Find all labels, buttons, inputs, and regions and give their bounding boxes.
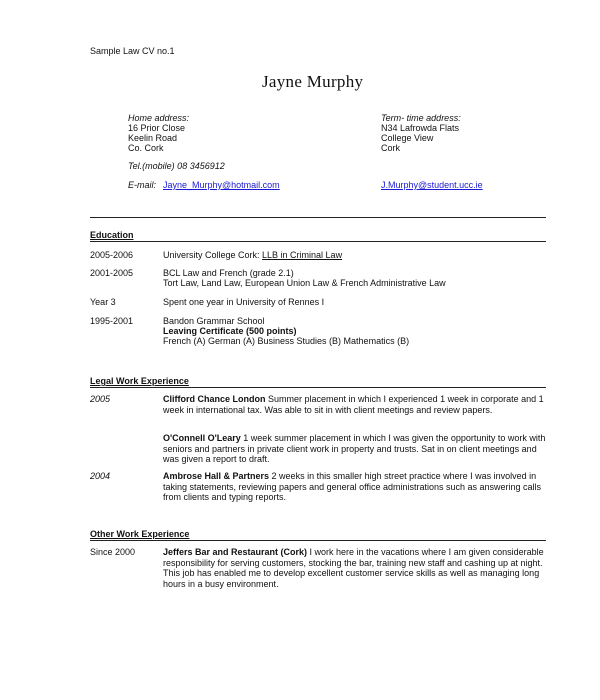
home-address-line: Keelin Road bbox=[128, 133, 178, 143]
experience-description: Summer placement in which I experienced 1 week in corporate and 1 week in international tax. Was able to sit in with client meetings and review papers. bbox=[163, 394, 544, 415]
experience-date: Since 2000 bbox=[90, 547, 136, 557]
section-divider bbox=[90, 217, 546, 218]
education-date: 1995-2001 bbox=[90, 316, 134, 326]
email-label: E-mail: bbox=[128, 180, 157, 190]
education-heading: Education bbox=[90, 230, 134, 240]
experience-entry bbox=[163, 433, 548, 465]
experience-description: 2 weeks in this smaller high street practice where I was involved in taking statements, reviewing papers and general office administrations such as answering calls from clients and typing reports. bbox=[163, 471, 542, 503]
term-address-line: Cork bbox=[381, 143, 401, 153]
experience-description: 1 week summer placement in which I was given the opportunity to work with seniors and partners in private client work in property and trusts. Sat in on client meetings and was given a report to draft. bbox=[163, 433, 546, 465]
student-email-link[interactable]: J.Murphy@student.ucc.ie bbox=[381, 180, 483, 190]
experience-date: 2005 bbox=[90, 394, 111, 404]
education-detail: Tort Law, Land Law, European Union Law & French Administrative Law bbox=[163, 278, 446, 288]
education-date: 2001-2005 bbox=[90, 268, 134, 278]
experience-entry bbox=[163, 394, 548, 415]
education-date: 2005-2006 bbox=[90, 250, 134, 260]
employer-name: Clifford Chance London bbox=[163, 394, 266, 404]
education-detail: BCL Law and French (grade 2.1) bbox=[163, 268, 294, 278]
employer-name: Jeffers Bar and Restaurant (Cork) bbox=[163, 547, 308, 557]
home-address-line: 16 Prior Close bbox=[128, 123, 186, 133]
employer-name: O'Connell O'Leary bbox=[163, 433, 241, 443]
education-degree: LLB in Criminal Law bbox=[262, 250, 343, 260]
employer-name: Ambrose Hall & Partners bbox=[163, 471, 270, 481]
home-address-label: Home address: bbox=[128, 113, 190, 123]
term-address-label: Term- time address: bbox=[381, 113, 461, 123]
experience-description: I work here in the vacations where I am given considerable responsibility for serving customers, stocking the bar, training new staff and cashing up at night. This job has enabled me to develop excellent customer service skills as well as managing long hours in a busy environment. bbox=[163, 547, 544, 589]
education-detail: Leaving Certificate (500 points) bbox=[163, 326, 297, 336]
other-experience-heading: Other Work Experience bbox=[90, 529, 190, 539]
experience-date: 2004 bbox=[90, 471, 111, 481]
legal-experience-heading: Legal Work Experience bbox=[90, 376, 189, 386]
education-date: Year 3 bbox=[90, 297, 116, 307]
term-address-line: N34 Lafrowda Flats bbox=[381, 123, 460, 133]
document-header-note: Sample Law CV no.1 bbox=[90, 46, 175, 56]
section-divider bbox=[90, 387, 546, 388]
candidate-name: Jayne Murphy bbox=[262, 72, 364, 91]
experience-entry bbox=[163, 547, 548, 589]
education-detail: Bandon Grammar School bbox=[163, 316, 265, 326]
term-address-line: College View bbox=[381, 133, 434, 143]
home-email-link[interactable]: Jayne_Murphy@hotmail.com bbox=[163, 180, 280, 190]
experience-entry bbox=[163, 471, 548, 503]
section-divider bbox=[90, 540, 546, 541]
section-divider bbox=[90, 241, 546, 242]
education-institution: University College Cork: bbox=[163, 250, 263, 260]
home-address-line: Co. Cork bbox=[128, 143, 164, 153]
education-detail: French (A) German (A) Business Studies (B) Mathematics (B) bbox=[163, 336, 410, 346]
mobile-phone: Tel.(mobile) 08 3456912 bbox=[128, 161, 225, 171]
education-detail: Spent one year in University of Rennes I bbox=[163, 297, 325, 307]
education-entry bbox=[163, 250, 342, 261]
